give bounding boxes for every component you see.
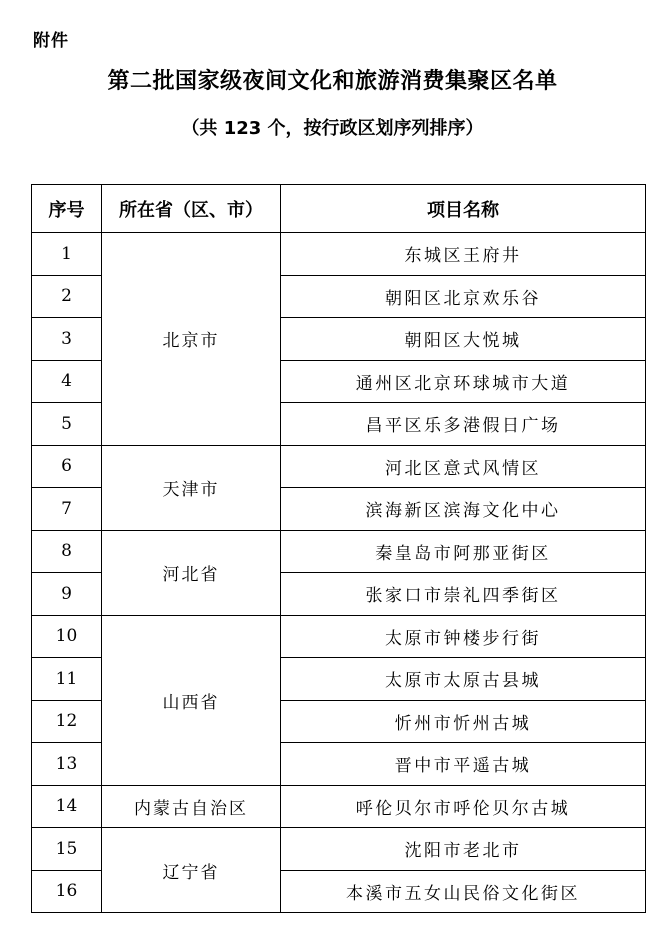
province-cell: 河北省 — [102, 530, 281, 615]
header-serial-number: 序号 — [32, 185, 102, 233]
project-name: 太原市太原古县城 — [281, 658, 646, 701]
serial-number: 16 — [32, 870, 102, 913]
serial-number: 13 — [32, 743, 102, 786]
province-cell: 山西省 — [102, 615, 281, 785]
project-name: 晋中市平遥古城 — [281, 743, 646, 786]
serial-number: 4 — [32, 360, 102, 403]
table-row — [32, 615, 646, 658]
table-header-row — [32, 185, 646, 233]
province-cell: 辽宁省 — [102, 828, 281, 913]
serial-number: 9 — [32, 573, 102, 616]
serial-number: 8 — [32, 530, 102, 573]
project-name: 通州区北京环球城市大道 — [281, 360, 646, 403]
table-row — [32, 530, 646, 573]
project-name: 昌平区乐多港假日广场 — [281, 403, 646, 446]
province-cell: 内蒙古自治区 — [102, 785, 281, 828]
document-subtitle: （共 123 个，按行政区划序列排序） — [181, 118, 484, 139]
header-project-name: 项目名称 — [281, 185, 646, 233]
serial-number: 7 — [32, 488, 102, 531]
table-row — [32, 233, 646, 276]
serial-number: 15 — [32, 828, 102, 871]
document-title: 第二批国家级夜间文化和旅游消费集聚区名单 — [107, 69, 558, 94]
serial-number: 11 — [32, 658, 102, 701]
project-name: 滨海新区滨海文化中心 — [281, 488, 646, 531]
table-row — [32, 445, 646, 488]
project-name: 秦皇岛市阿那亚街区 — [281, 530, 646, 573]
province-cell: 北京市 — [102, 233, 281, 446]
table-row — [32, 828, 646, 871]
project-name: 忻州市忻州古城 — [281, 700, 646, 743]
serial-number: 3 — [32, 318, 102, 361]
serial-number: 2 — [32, 275, 102, 318]
venue-list-table — [31, 184, 646, 913]
attachment-label: 附件 — [33, 31, 69, 51]
serial-number: 10 — [32, 615, 102, 658]
serial-number: 14 — [32, 785, 102, 828]
project-name: 东城区王府井 — [281, 233, 646, 276]
header-province: 所在省（区、市） — [102, 185, 281, 233]
table-row — [32, 785, 646, 828]
serial-number: 1 — [32, 233, 102, 276]
project-name: 朝阳区大悦城 — [281, 318, 646, 361]
project-name: 太原市钟楼步行街 — [281, 615, 646, 658]
serial-number: 5 — [32, 403, 102, 446]
province-cell: 天津市 — [102, 445, 281, 530]
project-name: 张家口市崇礼四季街区 — [281, 573, 646, 616]
serial-number: 12 — [32, 700, 102, 743]
project-name: 本溪市五女山民俗文化街区 — [281, 870, 646, 913]
project-name: 朝阳区北京欢乐谷 — [281, 275, 646, 318]
project-name: 沈阳市老北市 — [281, 828, 646, 871]
project-name: 河北区意式风情区 — [281, 445, 646, 488]
serial-number: 6 — [32, 445, 102, 488]
project-name: 呼伦贝尔市呼伦贝尔古城 — [281, 785, 646, 828]
